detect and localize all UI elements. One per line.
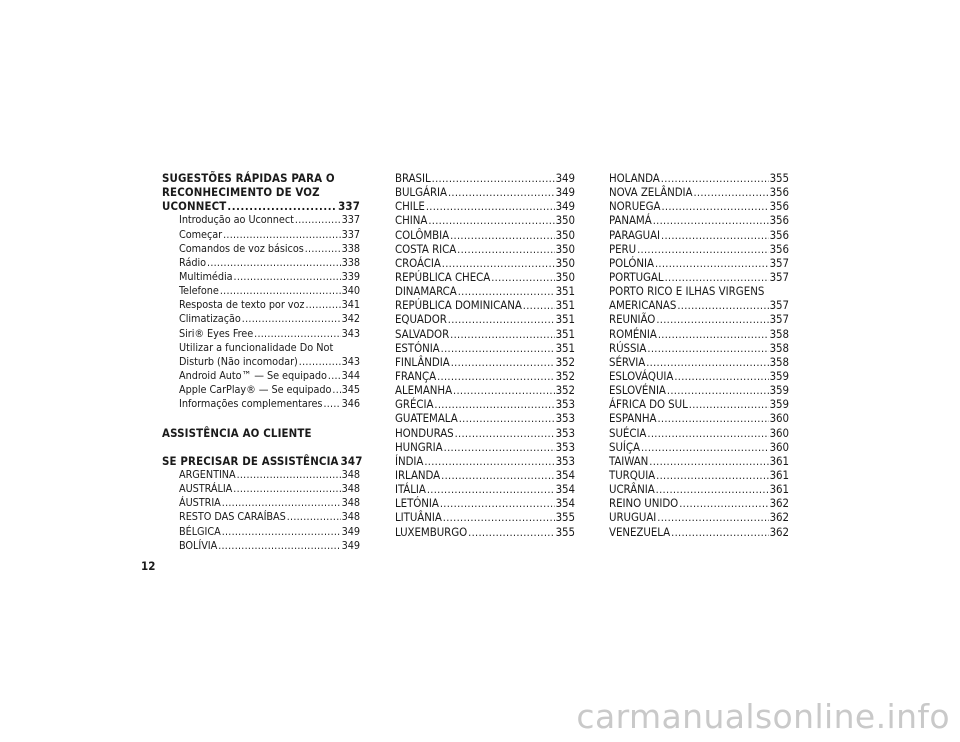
toc-entry-label: FINLÂNDIA <box>395 354 450 369</box>
toc-entry-page: 361 <box>769 482 789 497</box>
toc-entry-page: 362 <box>769 524 789 539</box>
toc-entry-label: COSTA RICA <box>395 241 457 256</box>
toc-entry[interactable] <box>609 383 789 397</box>
toc-entry-page: 349 <box>341 538 360 552</box>
toc-entry-page: 357 <box>769 312 789 327</box>
toc-entry[interactable] <box>609 369 789 383</box>
toc-entry-page: 339 <box>341 270 360 284</box>
toc-entry-page: 355 <box>555 510 575 525</box>
toc-entry-uconnect[interactable]: UCONNECT ..... 337 <box>162 199 360 213</box>
toc-entry-label: FRANÇA <box>395 368 437 383</box>
toc-entry[interactable] <box>609 213 789 227</box>
toc-entry-page: 359 <box>769 397 789 412</box>
leader-dots <box>328 369 341 383</box>
leader-dots <box>661 200 768 214</box>
toc-entry-page: 350 <box>555 241 575 256</box>
toc-entry-page: 356 <box>769 185 789 200</box>
toc-entry[interactable] <box>395 228 575 242</box>
toc-entry-label: ÍNDIA <box>395 453 424 468</box>
toc-entry-label: Informações complementares <box>179 397 323 411</box>
toc-entry[interactable] <box>162 496 360 510</box>
toc-entry-label: CHINA <box>395 213 428 228</box>
toc-entry[interactable] <box>395 327 575 341</box>
toc-entry-label: ESLOVÉNIA <box>609 383 666 398</box>
toc-entry-page: 358 <box>769 326 789 341</box>
leader-dots <box>450 328 554 342</box>
leader-dots <box>641 441 769 455</box>
toc-entry-puerto-rico[interactable]: AMERICANAS ..... 357 <box>609 298 789 312</box>
toc-entry[interactable] <box>162 213 360 227</box>
leader-dots <box>491 271 554 285</box>
toc-entry-label: ARGENTINA <box>179 468 236 482</box>
toc-entry-label: ÁFRICA DO SUL <box>609 397 688 412</box>
leader-dots <box>440 497 555 511</box>
leader-dots <box>653 214 769 228</box>
toc-entry-label: Introdução ao Uconnect <box>179 213 294 227</box>
toc-entry[interactable] <box>395 213 575 227</box>
leader-dots <box>448 186 555 200</box>
toc-entry-label: HONDURAS <box>395 425 454 440</box>
leader-dots <box>222 496 341 510</box>
leader-dots <box>647 342 768 356</box>
toc-entry[interactable] <box>395 440 575 454</box>
toc-entry-page: 359 <box>769 383 789 398</box>
toc-entry-page: 351 <box>555 326 575 341</box>
toc-entry-page: 337 <box>341 227 360 241</box>
leader-dots <box>468 526 554 540</box>
toc-entry-label: BRASIL <box>395 171 431 185</box>
leader-dots <box>434 398 554 412</box>
toc-entry[interactable] <box>609 426 789 440</box>
leader-dots <box>305 298 340 312</box>
leader-dots <box>647 427 768 441</box>
toc-entry-label: HOLANDA <box>609 171 660 185</box>
toc-entry-page: 348 <box>341 496 360 510</box>
toc-entry[interactable] <box>395 411 575 425</box>
toc-entry-page: 361 <box>769 453 789 468</box>
toc-entry[interactable] <box>609 397 789 411</box>
toc-entry-label: Comandos de voz básicos <box>179 241 304 255</box>
toc-entry-page: 357 <box>769 255 789 270</box>
toc-entry-page: 360 <box>769 425 789 440</box>
toc-entry-page: 350 <box>555 269 575 284</box>
leader-dots <box>220 284 341 298</box>
toc-entry-label: ÁUSTRIA <box>179 496 221 510</box>
leader-dots <box>432 172 555 186</box>
toc-entry[interactable] <box>395 525 575 539</box>
toc-entry-page: 345 <box>341 383 360 397</box>
toc-entry-page: 353 <box>555 453 575 468</box>
toc-entry-page: 361 <box>769 467 789 482</box>
toc-entry[interactable] <box>162 397 360 411</box>
toc-entry-label: SUÍÇA <box>609 439 640 454</box>
toc-entry-page: 348 <box>341 482 360 496</box>
toc-entry-label: UCRÂNIA <box>609 482 655 497</box>
toc-entry-page: 354 <box>555 496 575 511</box>
toc-entry[interactable] <box>395 185 575 199</box>
toc-entry[interactable] <box>609 341 789 355</box>
toc-entry[interactable] <box>609 327 789 341</box>
toc-entry[interactable] <box>609 525 789 539</box>
toc-entry[interactable] <box>609 270 789 284</box>
toc-entry[interactable] <box>395 171 575 185</box>
toc-entry-puerto-rico-line1[interactable]: PORTO RICO E ILHAS VIRGENS <box>609 284 765 299</box>
toc-entry[interactable] <box>395 355 575 369</box>
leader-dots <box>323 397 340 411</box>
toc-entry[interactable] <box>609 411 789 425</box>
leader-dots <box>457 243 554 257</box>
toc-entry-page: 341 <box>341 298 360 312</box>
toc-entry-page: 348 <box>341 468 360 482</box>
leader-dots <box>254 327 340 341</box>
leader-dots <box>424 455 554 469</box>
toc-entry[interactable] <box>395 341 575 355</box>
toc-entry-label: PARAGUAI <box>609 227 660 242</box>
toc-entry-page: 352 <box>555 383 575 398</box>
leader-dots <box>426 200 555 214</box>
toc-entry[interactable] <box>162 383 360 397</box>
toc-entry-label: POLÓNIA <box>609 255 654 270</box>
toc-entry-label: RESTO DAS CARAÍBAS <box>179 510 286 524</box>
toc-entry[interactable] <box>609 496 789 510</box>
toc-entry[interactable] <box>162 327 360 341</box>
section-title-voice-line1: SUGESTÕES RÁPIDAS PARA O <box>162 171 335 185</box>
leader-dots <box>305 242 341 256</box>
toc-entry-page: 340 <box>341 284 360 298</box>
toc-entry-label: Android Auto™ — Se equipado <box>179 369 327 383</box>
toc-entry[interactable] <box>395 369 575 383</box>
toc-entry-label: CHILE <box>395 199 425 214</box>
watermark: carmanualsonline.info <box>576 697 950 736</box>
leader-dots <box>233 482 340 496</box>
toc-entry-label: HUNGRIA <box>395 439 443 454</box>
toc-entry-label: LETÓNIA <box>395 496 439 511</box>
toc-entry-page: 349 <box>341 524 360 538</box>
toc-entry-page: 353 <box>555 411 575 426</box>
leader-dots <box>234 270 341 284</box>
toc-entry[interactable] <box>162 539 360 553</box>
toc-entry-label: SUÉCIA <box>609 425 647 440</box>
leader-dots <box>689 398 769 412</box>
toc-entry-page: 354 <box>555 467 575 482</box>
toc-entry-page: 350 <box>555 255 575 270</box>
leader-dots <box>287 510 341 524</box>
toc-entry[interactable] <box>395 312 575 326</box>
leader-dots <box>450 229 555 243</box>
toc-entry-label: NOVA ZELÂNDIA <box>609 185 693 200</box>
toc-entry[interactable] <box>395 199 575 213</box>
page-number: 12 <box>141 559 156 573</box>
toc-entry-label: Telefone <box>179 284 219 298</box>
toc-entry-page: 362 <box>769 510 789 525</box>
toc-column-2 <box>395 171 575 539</box>
toc-entry-label: EQUADOR <box>395 312 447 327</box>
toc-entry[interactable] <box>609 355 789 369</box>
toc-entry[interactable] <box>162 242 360 256</box>
leader-dots <box>657 412 768 426</box>
toc-entry-label: Apple CarPlay® — Se equipado <box>179 383 332 397</box>
toc-entry[interactable] <box>395 284 575 298</box>
toc-entry-label: REUNIÃO <box>609 312 656 327</box>
toc-entry-page: 356 <box>769 241 789 256</box>
leader-dots <box>671 526 768 540</box>
toc-entry[interactable] <box>609 171 789 185</box>
toc-entry[interactable] <box>395 270 575 284</box>
toc-entry-label: PORTUGAL <box>609 269 664 284</box>
toc-entry-label: PANAMÁ <box>609 213 652 228</box>
toc-entry-page: 354 <box>555 482 575 497</box>
toc-entry[interactable] <box>395 242 575 256</box>
toc-entry-label: ESLOVÁQUIA <box>609 368 674 383</box>
toc-entry[interactable] <box>609 199 789 213</box>
toc-entry-label: NORUEGA <box>609 199 661 214</box>
toc-entry-dnd[interactable]: Disturb (Não incomodar) ..... 343 <box>162 355 360 369</box>
leader-dots <box>693 186 768 200</box>
leader-dots <box>451 356 555 370</box>
toc-entry[interactable] <box>162 525 360 539</box>
toc-entry-label: Resposta de texto por voz <box>179 298 305 312</box>
toc-entry-page: 357 <box>769 269 789 284</box>
toc-entry[interactable] <box>395 510 575 524</box>
toc-entry-label: LITUÂNIA <box>395 510 442 525</box>
leader-dots <box>437 370 555 384</box>
toc-entry[interactable] <box>609 454 789 468</box>
toc-entry-page: 351 <box>555 298 575 313</box>
toc-entry-page: 358 <box>769 354 789 369</box>
toc-entry-label: AUSTRÁLIA <box>179 482 233 496</box>
leader-dots <box>441 342 555 356</box>
toc-entry[interactable] <box>609 312 789 326</box>
leader-dots <box>453 384 555 398</box>
leader-dots <box>428 214 554 228</box>
toc-entry[interactable] <box>395 397 575 411</box>
toc-entry-page: 353 <box>555 425 575 440</box>
toc-entry[interactable] <box>609 468 789 482</box>
toc-entry[interactable] <box>395 298 575 312</box>
toc-entry-label: DINAMARCA <box>395 284 457 299</box>
leader-dots <box>674 370 768 384</box>
toc-entry[interactable] <box>162 510 360 524</box>
toc-entry-dnd-line1[interactable]: Utilizar a funcionalidade Do Not <box>179 340 334 354</box>
leader-dots <box>658 328 769 342</box>
leader-dots <box>444 441 555 455</box>
toc-entry-page: 338 <box>341 241 360 255</box>
toc-entry-label: REINO UNIDO <box>609 496 679 511</box>
toc-entry[interactable] <box>162 228 360 242</box>
toc-entry-label: SALVADOR <box>395 326 450 341</box>
toc-entry-label: BOLÍVIA <box>179 538 218 552</box>
toc-entry-page: 344 <box>341 369 360 383</box>
toc-entry-page: 337 <box>341 213 360 227</box>
toc-entry[interactable] <box>162 369 360 383</box>
leader-dots <box>207 256 341 270</box>
toc-entry-label: Multimédia <box>179 270 233 284</box>
leader-dots <box>332 383 340 397</box>
leader-dots <box>655 257 769 271</box>
toc-entry-label: Siri® Eyes Free <box>179 326 254 340</box>
toc-entry-label: ALEMANHA <box>395 383 453 398</box>
toc-entry-label: TURQUIA <box>609 467 656 482</box>
toc-entry[interactable] <box>395 383 575 397</box>
toc-entry[interactable] <box>162 298 360 312</box>
toc-entry-label: ITÁLIA <box>395 482 426 497</box>
toc-entry-page: 348 <box>341 510 360 524</box>
toc-entry-page: 353 <box>555 439 575 454</box>
toc-entry-label: Começar <box>179 227 223 241</box>
leader-dots <box>656 313 768 327</box>
toc-entry[interactable] <box>162 284 360 298</box>
toc-entry[interactable] <box>609 242 789 256</box>
toc-entry-label: SÉRVIA <box>609 354 646 369</box>
toc-entry-label: VENEZUELA <box>609 524 671 539</box>
toc-entry-page: 349 <box>555 171 575 185</box>
toc-entry-label: BULGÁRIA <box>395 185 447 200</box>
toc-entry-page: 350 <box>555 227 575 242</box>
leader-dots <box>442 257 555 271</box>
toc-column-3 <box>609 171 789 539</box>
toc-entry-page: 342 <box>341 312 360 326</box>
toc-entry-page: 349 <box>555 185 575 200</box>
toc-entry-label: ROMÉNIA <box>609 326 657 341</box>
toc-entry[interactable] <box>609 510 789 524</box>
leader-dots <box>222 525 341 539</box>
leader-dots <box>661 229 769 243</box>
leader-dots <box>443 511 555 525</box>
toc-entry[interactable] <box>395 496 575 510</box>
leader-dots <box>656 469 768 483</box>
toc-entry-page: 358 <box>769 340 789 355</box>
toc-entry[interactable] <box>609 482 789 496</box>
leader-dots <box>637 243 769 257</box>
toc-entry[interactable] <box>395 256 575 270</box>
toc-entry[interactable] <box>609 228 789 242</box>
toc-entry-page: 352 <box>555 368 575 383</box>
toc-entry-page: 352 <box>555 354 575 369</box>
leader-dots <box>459 412 555 426</box>
toc-entry-label: RÚSSIA <box>609 340 647 355</box>
section-title-voice-line2: RECONHECIMENTO DE VOZ <box>162 185 320 200</box>
leader-dots <box>523 299 555 313</box>
leader-dots <box>223 228 341 242</box>
leader-dots <box>448 313 555 327</box>
toc-entry-label: PERU <box>609 241 637 256</box>
toc-entry-page: 351 <box>555 312 575 327</box>
toc-entry-label: LUXEMBURGO <box>395 524 468 539</box>
toc-entry[interactable] <box>162 312 360 326</box>
leader-dots <box>679 497 768 511</box>
leader-dots <box>656 483 769 497</box>
toc-entry-label: BÉLGICA <box>179 524 221 538</box>
toc-entry-need-assistance[interactable]: SE PRECISAR DE ASSISTÊNCIA 347 <box>162 453 363 468</box>
toc-entry-page: 356 <box>769 199 789 214</box>
toc-entry[interactable] <box>395 482 575 496</box>
toc-entry-label: REPÚBLICA CHECA <box>395 269 491 284</box>
leader-dots <box>427 483 555 497</box>
toc-entry-page: 356 <box>769 227 789 242</box>
toc-entry-label: Climatização <box>179 312 241 326</box>
leader-dots <box>218 539 340 553</box>
toc-entry-label: URUGUAI <box>609 510 657 525</box>
toc-entry-label: COLÔMBIA <box>395 227 450 242</box>
toc-entry-page: 350 <box>555 213 575 228</box>
section-title-customer-assistance[interactable]: ASSISTÊNCIA AO CLIENTE <box>162 425 312 440</box>
toc-entry[interactable] <box>395 468 575 482</box>
leader-dots <box>455 427 555 441</box>
toc-entry-label: GRÉCIA <box>395 397 434 412</box>
toc-entry-label: Rádio <box>179 255 207 269</box>
toc-entry[interactable] <box>609 256 789 270</box>
leader-dots <box>657 511 768 525</box>
toc-entry-page: 343 <box>341 326 360 340</box>
toc-entry-page: 359 <box>769 368 789 383</box>
toc-entry[interactable] <box>395 454 575 468</box>
toc-entry[interactable] <box>162 468 360 482</box>
toc-entry-label: TAIWAN <box>609 453 649 468</box>
toc-entry-page: 346 <box>341 397 360 411</box>
toc-entry-page: 349 <box>555 199 575 214</box>
toc-entry[interactable] <box>162 256 360 270</box>
leader-dots <box>242 312 341 326</box>
toc-entry[interactable] <box>609 185 789 199</box>
toc-entry-page: 360 <box>769 439 789 454</box>
toc-entry-label: ESTÓNIA <box>395 340 440 355</box>
toc-entry-page: 338 <box>341 255 360 269</box>
toc-entry-label: ESPANHA <box>609 411 657 426</box>
leader-dots <box>646 356 768 370</box>
leader-dots <box>649 455 768 469</box>
toc-entry-label: REPÚBLICA DOMINICANA <box>395 298 522 313</box>
toc-entry-label: IRLANDA <box>395 467 441 482</box>
toc-entry-label: CROÁCIA <box>395 255 441 270</box>
toc-entry-page: 360 <box>769 411 789 426</box>
toc-entry-label: GUATEMALA <box>395 411 458 426</box>
leader-dots <box>295 213 341 227</box>
toc-entry[interactable] <box>609 440 789 454</box>
toc-entry[interactable] <box>162 482 360 496</box>
toc-entry-page: 353 <box>555 397 575 412</box>
leader-dots <box>237 468 341 482</box>
toc-entry-page: 351 <box>555 284 575 299</box>
leader-dots <box>665 271 769 285</box>
toc-entry-page: 351 <box>555 340 575 355</box>
toc-entry[interactable] <box>162 270 360 284</box>
toc-entry-page: 362 <box>769 496 789 511</box>
leader-dots <box>441 469 554 483</box>
toc-column-1 <box>162 171 363 553</box>
toc-entry[interactable] <box>395 426 575 440</box>
toc-entry-page: 356 <box>769 213 789 228</box>
toc-entry-page: 355 <box>769 171 789 185</box>
toc-entry-page: 355 <box>555 524 575 539</box>
